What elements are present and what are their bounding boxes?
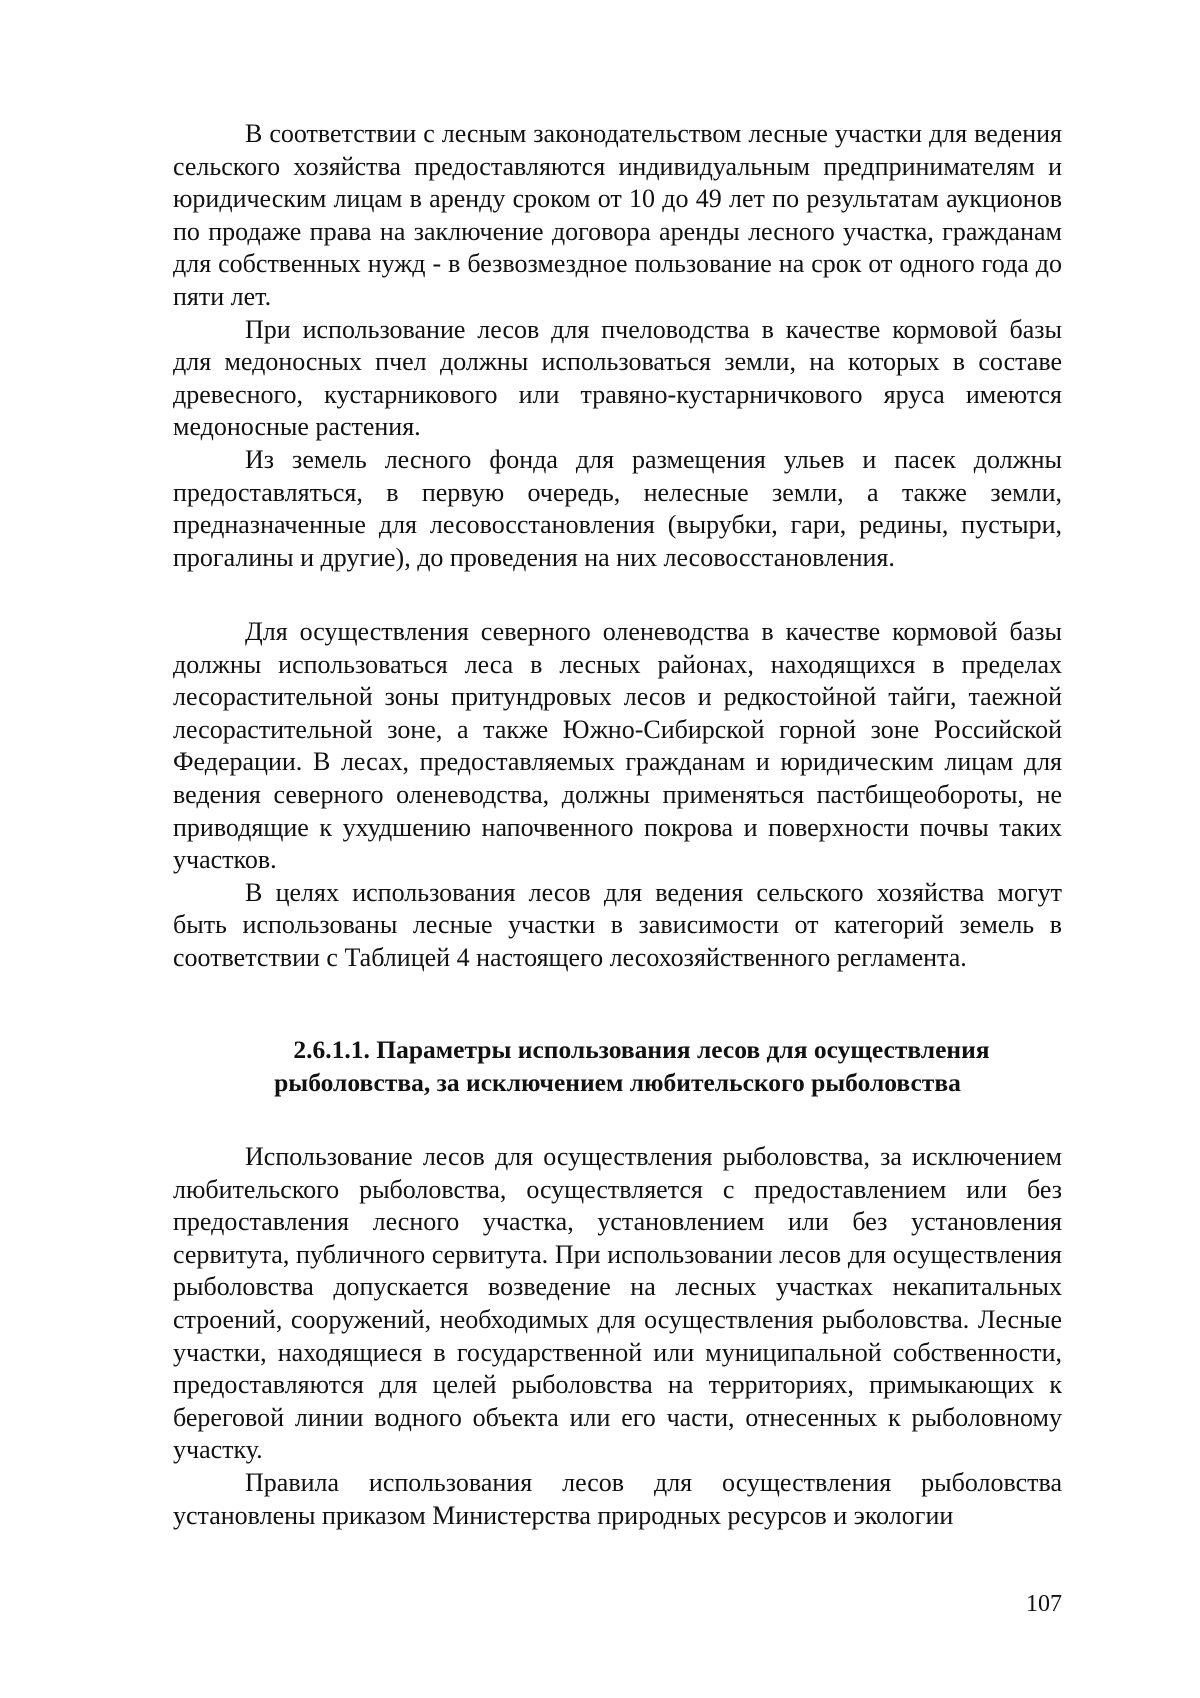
- section-heading: [173, 1033, 1062, 1099]
- paragraph-reindeer-herding: Для осуществления северного оленеводства в качестве кормовой базы должны использоваться леса в лесных районах, находящихся в пределах лесорастительной зоны притундровых лесов и редкостойной тайги, таежной лесорастительной зоне, а также Южно-Сибирской горной зоне Российской Федерации. В лесах, предоставляемых гражданам и юридическим лицам для ведения северного оленеводства, должны применяться пастбищеобороты, не приводящие к ухудшению напочвенного покрова и поверхности почвы таких участков.: [173, 617, 1062, 875]
- paragraph-fishing-use: Использование лесов для осуществления рыболовства, за исключением любительского рыболовства, осуществляется с предоставлением или без предоставления лесного участка, установлением или без установления сервитута, публичного сервитута. При использовании лесов для осуществления рыболовства допускается возведение на лесных участках некапитальных строений, сооружений, необходимых для осуществления рыболовства. Лесные участки, находящиеся в государственной или муниципальной собственности, предоставляются для целей рыболовства на территориях, примыкающих к береговой линии водного объекта или его части, отнесенных к рыболовному участку.: [173, 1142, 1062, 1465]
- page-number: 107: [1026, 1591, 1062, 1617]
- paragraph-land-lease: В соответствии с лесным законодательством лесные участки для ведения сельского хозяйства предоставляются индивидуальным предпринимателям и юридическим лицам в аренду сроком от 10 до 49 лет по результатам аукционов по продаже права на заключение договора аренды лесного участка, гражданам для собственных нужд - в безвозмездное пользование на срок от одного года до пяти лет.: [173, 119, 1062, 311]
- paragraph-hives-placement: Из земель лесного фонда для размещения ульев и пасек должны предоставляться, в первую очередь, нелесные земли, а также земли, предназначенные для лесовосстановления (вырубки, гари, редины, пустыри, прогалины и другие), до проведения на них лесовосстановления.: [173, 444, 1062, 572]
- paragraph-beekeeping: При использование лесов для пчеловодства в качестве кормовой базы для медоносных пчел должны использоваться земли, на которых в составе древесного, кустарникового или травяно-кустарничкового яруса имеются медоносные растения.: [173, 314, 1062, 442]
- text-block-fishing: [173, 1141, 1062, 1532]
- paragraph-land-categories: В целях использования лесов для ведения сельского хозяйства могут быть использованы лесные участки в зависимости от категорий земель в соответствии с Таблицей 4 настоящего лесохозяйственного регламента.: [173, 877, 1062, 972]
- section-heading-line-2: рыболовства, за исключением любительского рыболовства: [274, 1068, 961, 1097]
- text-block-reindeer: [173, 616, 1062, 975]
- section-heading-line-1: 2.6.1.1. Параметры использования лесов для осуществления: [293, 1035, 990, 1064]
- text-block-forest-agriculture: [173, 118, 1062, 574]
- paragraph-fishing-rules: Правила использования лесов для осуществления рыболовства установлены приказом Министерства природных ресурсов и экологии: [173, 1467, 1062, 1530]
